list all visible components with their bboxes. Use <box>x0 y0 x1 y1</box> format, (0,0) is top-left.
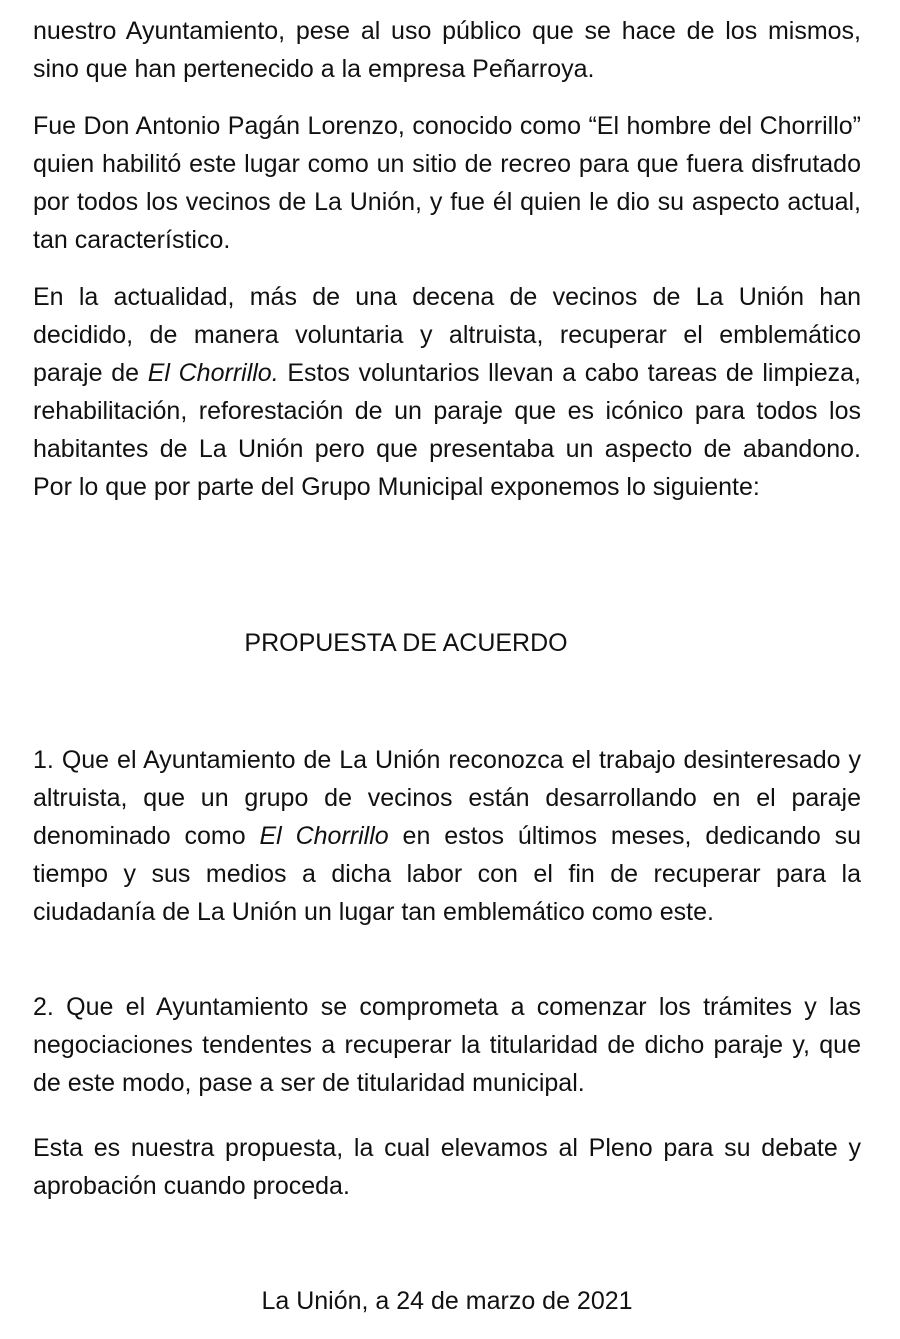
place-name-italic: El Chorrillo <box>259 822 389 850</box>
paragraph-text: nuestro Ayuntamiento, pese al uso público que se hace de los mismos, sino que han pertenecido a la empresa Peñarroya. <box>33 17 861 83</box>
proposal-item-2 <box>33 988 861 1102</box>
paragraph-text: Estos voluntarios llevan a cabo tareas de limpieza, rehabilitación, reforestación de un paraje que es icónico para todos los habitantes de La Unión pero que presentaba un aspecto de abandono. Por lo que por parte del Grupo Municipal exponemos lo siguiente: <box>33 359 862 501</box>
place-name-italic: El Chorrillo. <box>147 359 279 387</box>
paragraph-text: Fue Don Antonio Pagán Lorenzo, conocido como “El hombre del Chorrillo” quien habilitó este lugar como un sitio de recreo para que fuera disfrutado por todos los vecinos de La Unión, y fue él quien le dio su aspecto actual, tan característico. <box>33 112 861 254</box>
paragraph-intro-continuation <box>33 12 861 88</box>
paragraph-text: en estos últimos meses, dedicando su tiempo y sus medios a dicha labor con el fin de recuperar para la ciudadanía de La Unión un lugar tan emblemático como este. <box>33 822 861 926</box>
proposal-item-1 <box>33 741 861 931</box>
date-line: La Unión, a 24 de marzo de 2021 <box>261 1287 633 1315</box>
paragraph-text: 2. Que el Ayuntamiento se comprometa a comenzar los trámites y las negociaciones tendentes a recuperar la titularidad de dicho paraje y, que de este modo, pase a ser de titularidad municipal. <box>33 993 861 1097</box>
paragraph-current-situation <box>33 278 861 506</box>
paragraph-history <box>33 107 861 259</box>
paragraph-text: Esta es nuestra propuesta, la cual elevamos al Pleno para su debate y aprobación cuando proceda. <box>33 1134 861 1200</box>
paragraph-text: 1. Que el Ayuntamiento de La Unión reconozca el trabajo desinteresado y altruista, que un grupo de vecinos están desarrollando en el paraje denominado como <box>33 746 861 850</box>
section-heading: PROPUESTA DE ACUERDO <box>244 629 568 657</box>
paragraph-text: En la actualidad, más de una decena de vecinos de La Unión han decidido, de manera voluntaria y altruista, recuperar el emblemático paraje de <box>33 283 861 387</box>
closing-paragraph <box>33 1129 861 1205</box>
